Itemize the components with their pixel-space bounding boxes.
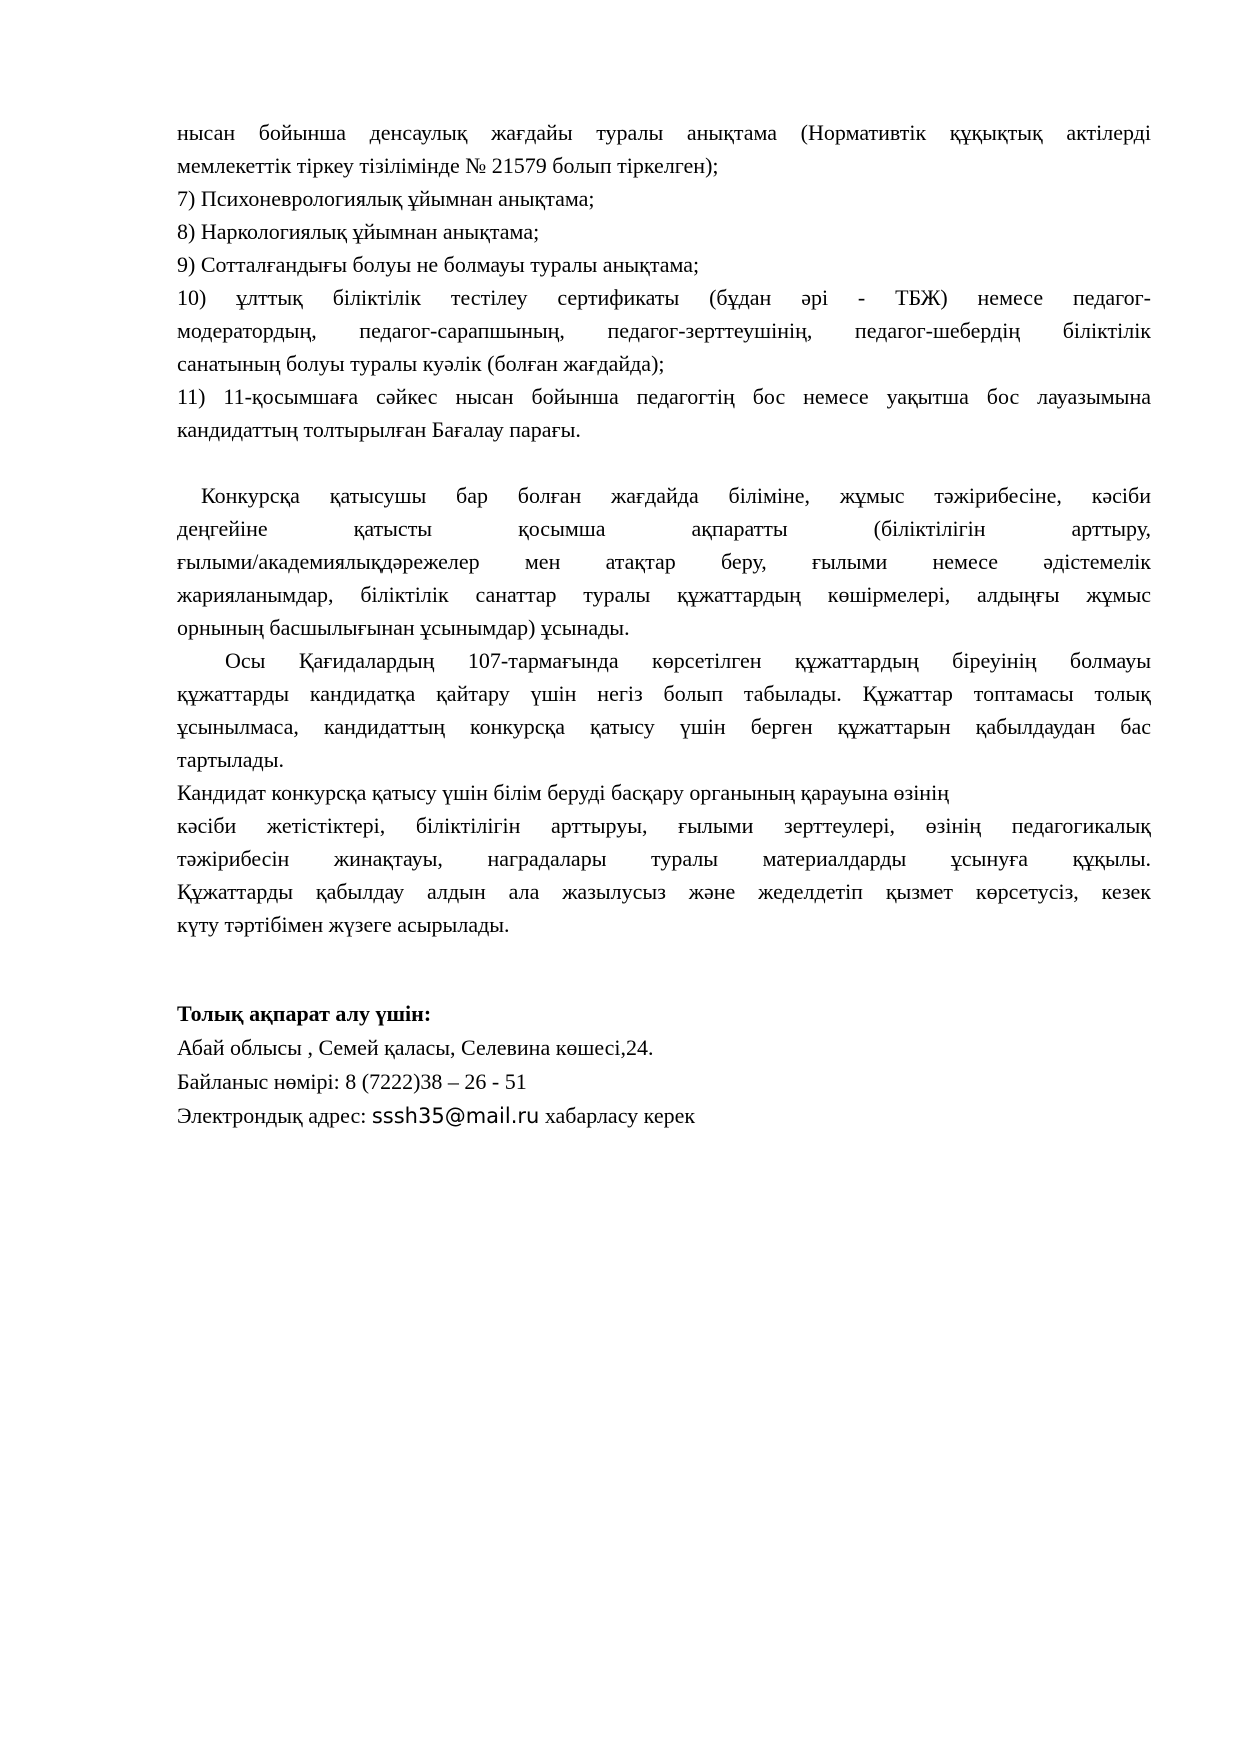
paragraph-line: күту тәртібімен жүзеге асырылады.: [177, 912, 510, 937]
contact-email-line: [177, 1099, 1151, 1133]
paragraph-line: кәсіби жетістіктері, біліктілігін арттыруы, ғылыми зерттеулері, өзінің педагогикалық: [177, 813, 1151, 838]
document-list: [177, 116, 1151, 446]
document-page: [177, 116, 1151, 1133]
paragraph-line: ғылыми/академиялықдәрежелер мен атақтар беру, ғылыми немесе әдістемелік: [177, 549, 1151, 574]
paragraph-line: Осы Қағидалардың 107-тармағында көрсетілген құжаттардың біреуінің болмауы: [225, 648, 1151, 673]
paragraph-line: Конкурсқа қатысушы бар болған жағдайда біліміне, жұмыс тәжірибесіне, кәсіби: [201, 483, 1151, 508]
paragraph-line: Құжаттарды қабылдау алдын ала жазылусыз және жеделдетіп қызмет көрсетусіз, кезек: [177, 879, 1151, 904]
paragraph-line: жарияланымдар, біліктілік санаттар туралы құжаттардың көшірмелері, алдыңғы жұмыс: [177, 582, 1151, 607]
contact-phone: Байланыс нөмірі: 8 (7222)38 – 26 - 51: [177, 1069, 527, 1094]
list-item-9: 9) Сотталғандығы болуы не болмауы туралы анықтама;: [177, 252, 700, 277]
list-item-10-line-3: санатының болуы туралы куәлік (болған жағдайда);: [177, 351, 665, 376]
list-item-6-continued-line-1: нысан бойынша денсаулық жағдайы туралы анықтама (Нормативтік құқықтық актілерді: [177, 120, 1151, 145]
list-item-6-continued-line-2: мемлекеттік тіркеу тізілімінде № 21579 болып тіркелген);: [177, 153, 719, 178]
contact-section: [177, 997, 1151, 1133]
paragraph-line: деңгейіне қатысты қосымша ақпаратты (біліктілігін арттыру,: [177, 516, 1151, 541]
paragraph-line: тәжірибесін жинақтауы, наградалары туралы материалдарды ұсынуға құқылы.: [177, 846, 1151, 871]
paragraph-line: Кандидат конкурсқа қатысу үшін білім беруді басқару органының қарауына өзінің: [177, 780, 949, 805]
paragraph-rules: [177, 644, 1151, 776]
list-item-11-line-1: 11) 11-қосымшаға сәйкес нысан бойынша педагогтің бос немесе уақытша бос лауазымына: [177, 384, 1151, 409]
paragraph-line: ұсынылмаса, кандидаттың конкурсқа қатысу үшін берген құжаттарын қабылдаудан бас: [177, 714, 1151, 739]
paragraph-line: орнының басшылығынан ұсынымдар) ұсынады.: [177, 615, 630, 640]
spacer: [177, 941, 1151, 997]
list-item-7: 7) Психоневрологиялық ұйымнан анықтама;: [177, 186, 595, 211]
contact-email-suffix: хабарласу керек: [544, 1103, 696, 1128]
list-item-8: 8) Наркологиялық ұйымнан анықтама;: [177, 219, 540, 244]
spacer: [177, 446, 1151, 479]
contact-address: Абай облысы , Семей қаласы, Селевина көшесі,24.: [177, 1035, 654, 1060]
contact-email-label: Электрондық адрес:: [177, 1103, 367, 1128]
contact-heading: Толық ақпарат алу үшін:: [177, 1001, 432, 1026]
paragraph-line: тартылады.: [177, 747, 284, 772]
paragraph-candidate: [177, 776, 1151, 941]
paragraph-line: құжаттарды кандидатқа қайтару үшін негіз болып табылады. Құжаттар топтамасы толық: [177, 681, 1151, 706]
list-item-10-line-1: 10) ұлттық біліктілік тестілеу сертификаты (бұдан әрі - ТБЖ) немесе педагог-: [177, 285, 1151, 310]
list-item-10-line-2: модератордың, педагог-сарапшының, педагог-зерттеушінің, педагог-шебердің біліктілік: [177, 318, 1151, 343]
list-item-11-line-2: кандидаттың толтырылған Бағалау парағы.: [177, 417, 581, 442]
contact-email-link[interactable]: sssh35@mail.ru: [371, 1104, 540, 1128]
paragraph-contest-info: [177, 479, 1151, 644]
